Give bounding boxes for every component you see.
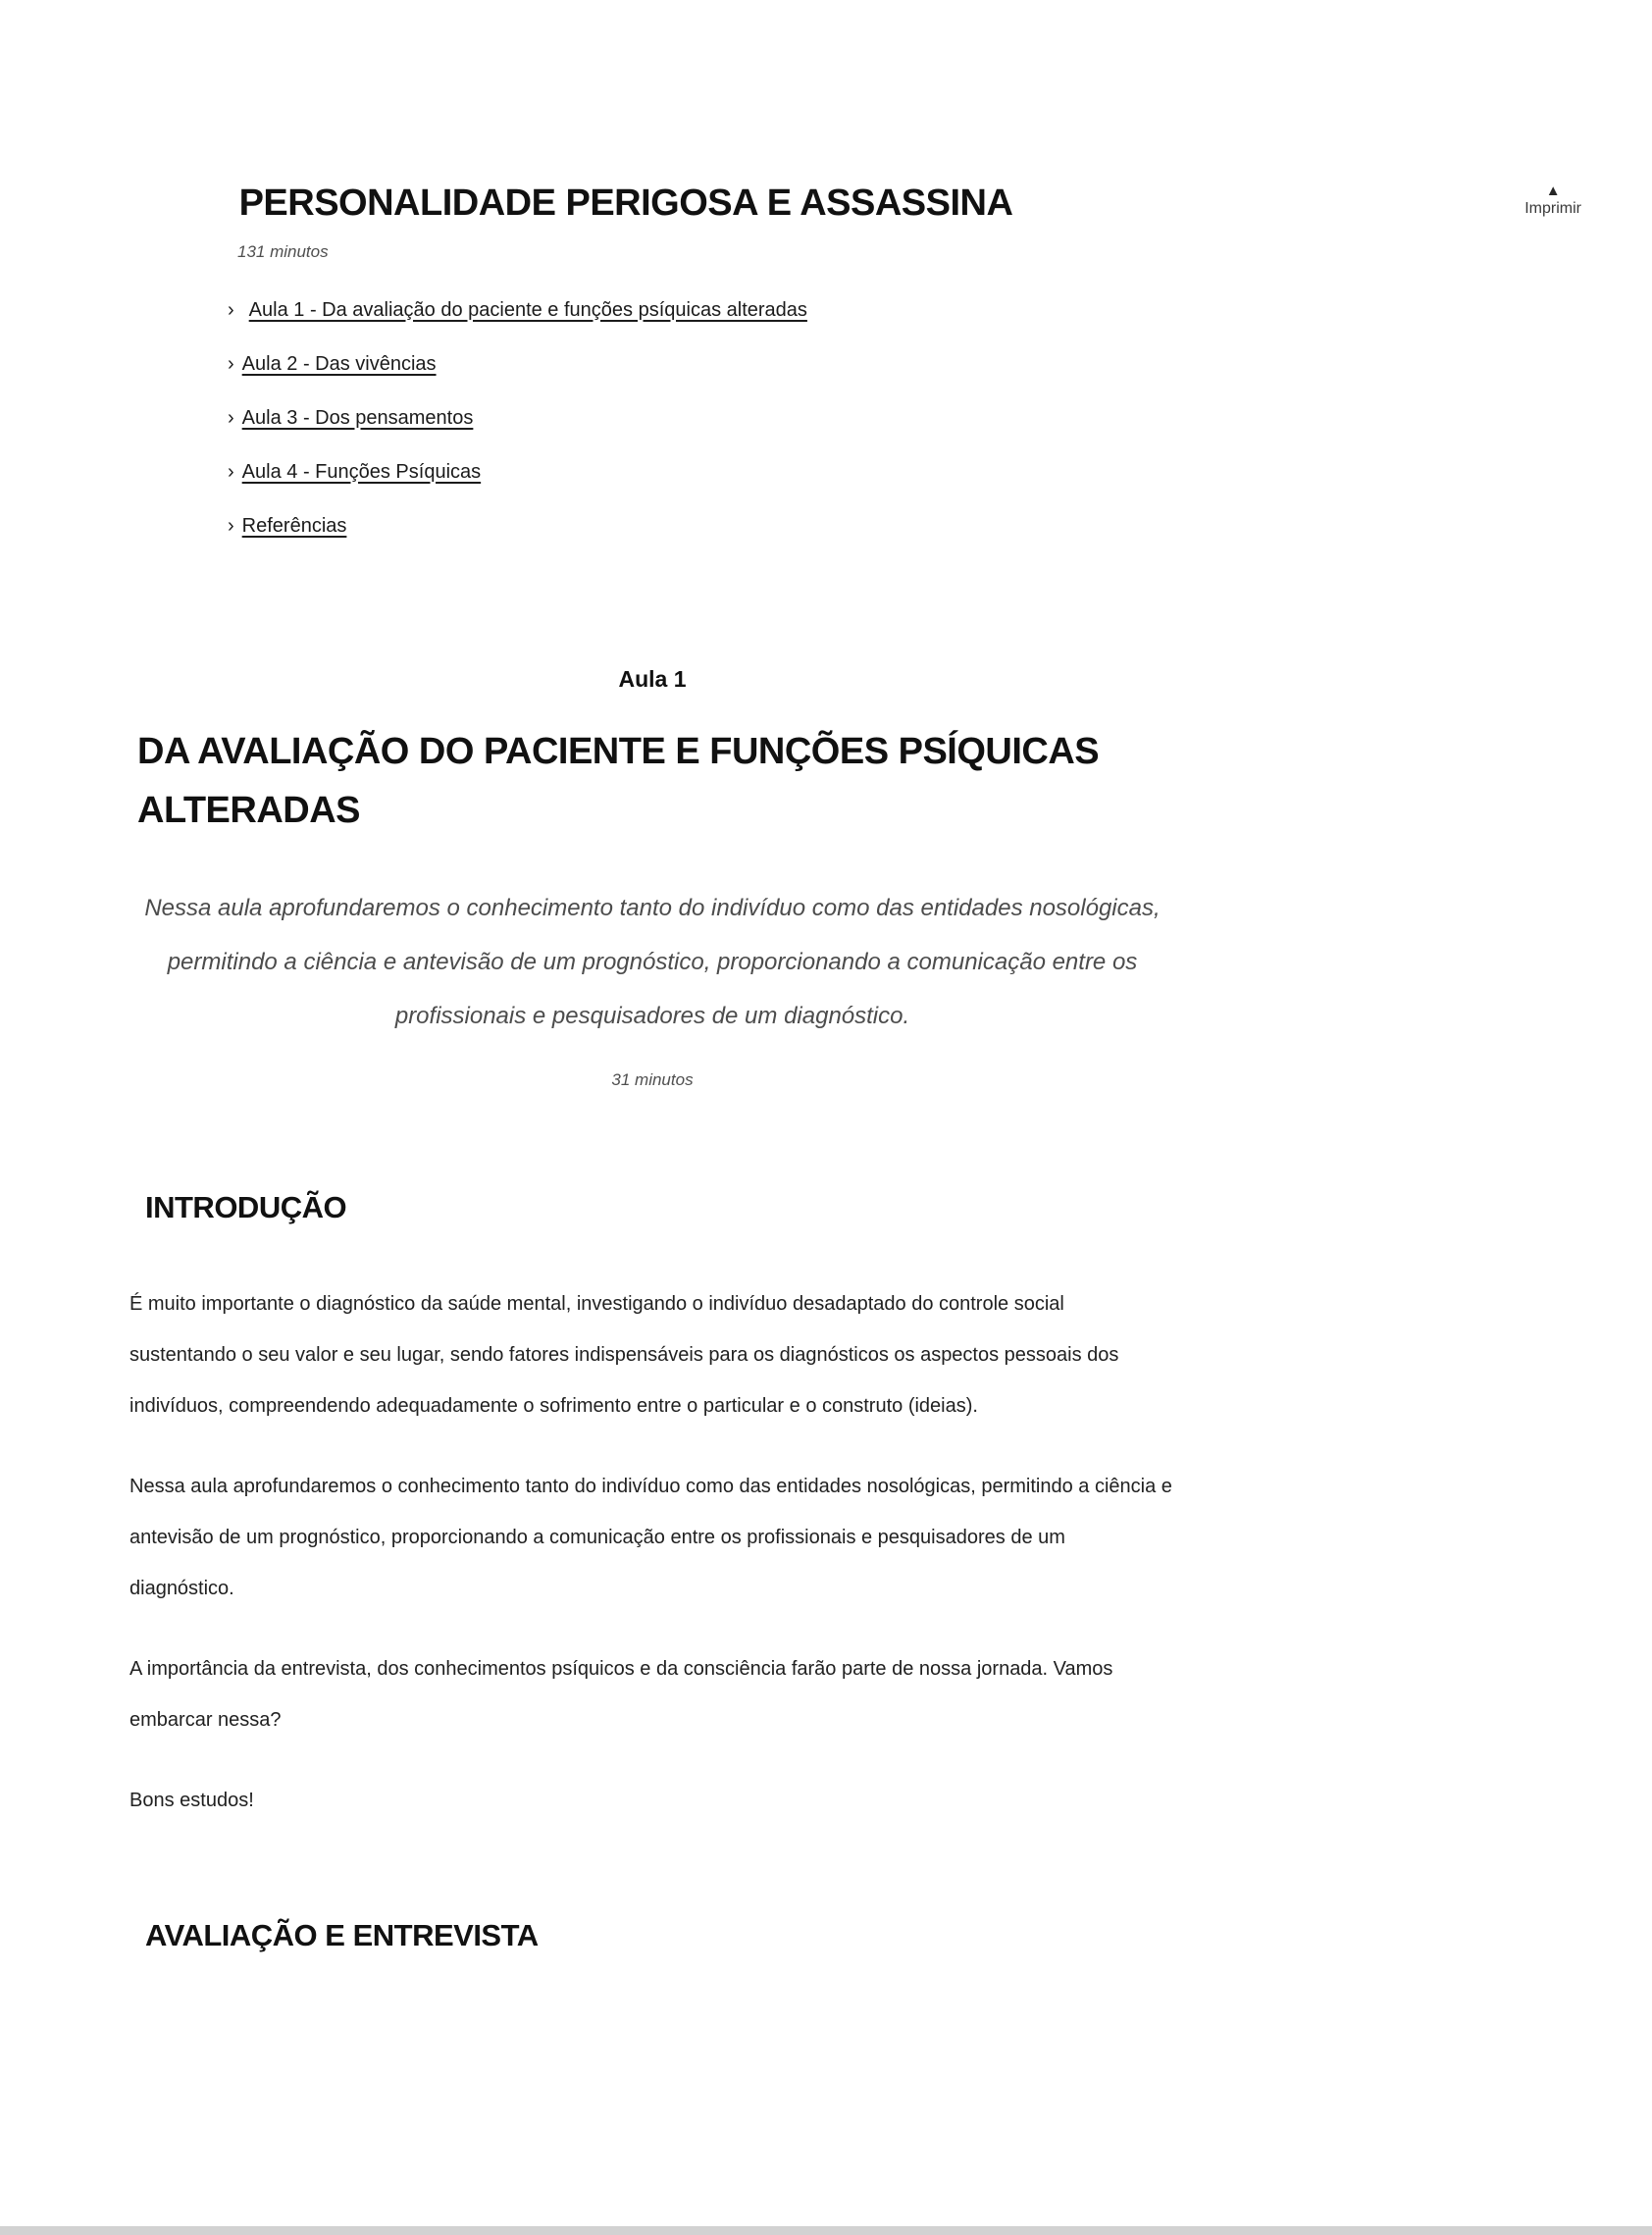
lesson-kicker: Aula 1 [618,665,687,692]
lesson-lead: Nessa aula aprofundaremos o conhecimento tanto do indivíduo como das entidades nosológicas, permitindo a ciência e antevisão de um prognóstico, proporcionando a comunicação entre os profissionais e pesquisadores de um diagnóstico. [144,894,1161,1029]
print-button[interactable] [1524,184,1581,217]
paragraph: Bons estudos! [129,1789,254,1811]
course-header [228,182,1024,537]
chevron-right-icon: › [228,406,234,429]
toc-link-aula-1[interactable]: Aula 1 - Da avaliação do paciente e funções psíquicas alteradas [248,298,807,321]
toc-link-aula-3[interactable]: Aula 3 - Dos pensamentos [241,406,474,429]
section-heading-avaliacao-e-entrevista: AVALIAÇÃO E ENTREVISTA [145,1917,539,1952]
course-title: PERSONALIDADE PERIGOSA E ASSASSINA [238,182,1013,224]
toc-item [228,461,1024,483]
lesson-duration: 31 minutos [611,1069,694,1089]
chevron-right-icon: › [228,352,234,375]
lesson-title: DA AVALIAÇÃO DO PACIENTE E FUNÇÕES PSÍQUICAS ALTERADAS [137,730,1100,831]
document [129,182,1175,1955]
horizontal-scrollbar[interactable] [0,2226,1652,2235]
toc-link-referencias[interactable]: Referências [241,514,347,537]
table-of-contents [228,299,1024,537]
chevron-right-icon: › [228,460,234,483]
toc-item [228,515,1024,537]
arrow-up-icon: ▲ [1545,182,1561,199]
paragraph: A importância da entrevista, dos conhecimentos psíquicos e da consciência farão parte de nossa jornada. Vamos embarcar nessa? [129,1657,1113,1731]
chevron-right-icon: › [228,298,234,321]
toc-item [228,407,1024,429]
chevron-right-icon: › [228,514,234,537]
toc-item [228,353,1024,375]
toc-link-aula-2[interactable]: Aula 2 - Das vivências [241,352,437,375]
print-label: Imprimir [1524,200,1581,217]
toc-link-aula-4[interactable]: Aula 4 - Funções Psíquicas [241,460,482,483]
section-heading-introducao: INTRODUÇÃO [145,1189,347,1224]
paragraph: Nessa aula aprofundaremos o conhecimento tanto do indivíduo como das entidades nosológicas, permitindo a ciência e antevisão de um prognóstico, proporcionando a comunicação entre os profissionais e pesquisadores de um diagnóstico. [129,1475,1172,1599]
toc-item [228,299,1024,321]
paragraph: É muito importante o diagnóstico da saúde mental, investigando o indivíduo desadaptado do controle social sustentando o seu valor e seu lugar, sendo fatores indispensáveis para os diagnósticos os aspectos pessoais dos indivíduos, compreendendo adequadamente o sofrimento entre o particular e o construto (ideias). [129,1292,1119,1417]
course-duration: 131 minutos [237,241,329,261]
